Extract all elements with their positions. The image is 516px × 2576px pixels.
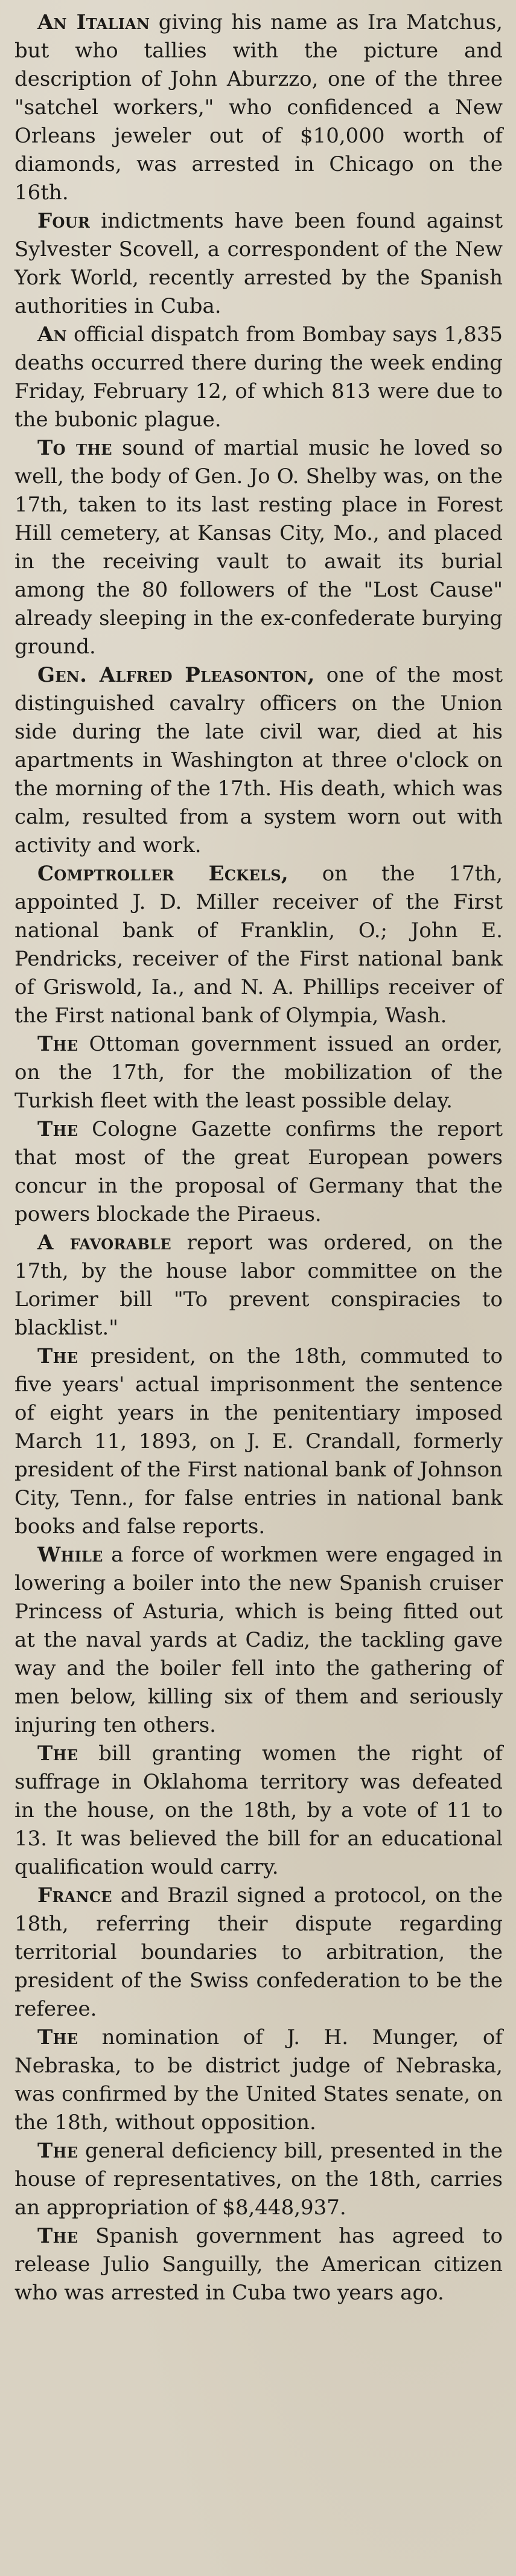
item-text: general deficiency bill, presented in the house of representatives, on the 18th, carries an appropriation of $8,448,937. — [14, 2139, 503, 2220]
news-item-oklahoma-suffrage — [14, 1740, 503, 1882]
news-item-bank-receivers — [14, 860, 503, 1030]
item-text: report was ordered, on the 17th, by the house labor committee on the Lorimer bill "To prevent conspiracies to blacklist." — [14, 1231, 503, 1340]
item-text: Cologne Gazette confirms the report that most of the great European powers concur in the proposal of Germany that the powers blockade the Piraeus. — [14, 1117, 503, 1226]
item-lead: An Italian — [37, 10, 150, 34]
news-item-cadiz-accident — [14, 1541, 503, 1740]
item-lead: Comptroller Eckels, — [37, 862, 288, 886]
item-text: on the 17th, appointed J. D. Miller receiver of the First national bank of Franklin, O.; John E. Pendricks, receiver of the First national bank of Griswold, Ia., and N. A. Phillips receiver of the First national bank of Olympia, Wash. — [14, 862, 503, 1028]
item-text: indictments have been found against Sylvester Scovell, a correspondent of the New York World, recently arrested by the Spanish authorities in Cuba. — [14, 209, 503, 318]
item-lead: An — [37, 322, 67, 347]
item-text: official dispatch from Bombay says 1,835 deaths occurred there during the week ending Friday, February 12, of which 813 were due to the bubonic plague. — [14, 322, 503, 432]
news-item-shelby-burial — [14, 434, 503, 661]
item-lead: The — [37, 2025, 78, 2049]
item-text: sound of martial music he loved so well, the body of Gen. Jo O. Shelby was, on the 17th, taken to its last resting place in Forest Hill cemetery, at Kansas City, Mo., and placed in the receiving vault to await its burial among the 80 followers of the "Lost Cause" already sleeping in the ex-confederate burying ground. — [14, 436, 503, 659]
item-lead: The — [37, 2139, 78, 2163]
news-item-pleasonton-death — [14, 661, 503, 860]
news-item-lorimer-bill — [14, 1229, 503, 1342]
news-item-crandall-commutation — [14, 1342, 503, 1541]
item-text: a force of workmen were engaged in lowering a boiler into the new Spanish cruiser Princess of Asturia, which is being fitted out at the naval yards at Cadiz, the tackling gave way and the boiler fell into the gathering of men below, killing six of them and seriously injuring ten others. — [14, 1543, 503, 1737]
item-text: and Brazil signed a protocol, on the 18th, referring their dispute regarding territorial boundaries to arbitration, the president of the Swiss confederation to be the referee. — [14, 1883, 503, 2021]
news-item-piraeus-blockade — [14, 1115, 503, 1229]
news-item-turkish-fleet — [14, 1030, 503, 1115]
item-text: Ottoman government issued an order, on the 17th, for the mobilization of the Turkish fleet with the least possible delay. — [14, 1032, 503, 1113]
item-text: giving his name as Ira Matchus, but who tallies with the picture and description of John Aburzzo, one of the three "satchel workers," who confidenced a New Orleans jeweler out of $10,000 worth of diamonds, was arrested in Chicago on the 16th. — [14, 10, 503, 205]
item-lead: The — [37, 1032, 78, 1056]
item-lead: The — [37, 1741, 78, 1766]
item-text: president, on the 18th, commuted to five years' actual imprisonment the sentence of eight years in the penitentiary imposed March 11, 1893, on J. E. Crandall, formerly president of the First national bank of Johnson City, Tenn., for false entries in national bank books and false reports. — [14, 1344, 503, 1539]
item-lead: To the — [37, 436, 112, 460]
item-lead: France — [37, 1883, 112, 1908]
item-lead: A favorable — [37, 1231, 171, 1255]
news-item-munger-nomination — [14, 2023, 503, 2137]
news-item-italian-arrest — [14, 8, 503, 207]
item-text: Spanish government has agreed to release Julio Sanguilly, the American citizen who was arrested in Cuba two years ago. — [14, 2224, 503, 2305]
item-lead: The — [37, 2224, 78, 2248]
item-lead: While — [37, 1543, 103, 1567]
item-lead: Four — [37, 209, 91, 233]
news-item-sanguilly-release — [14, 2222, 503, 2307]
news-item-bombay-plague — [14, 321, 503, 434]
item-text: bill granting women the right of suffrage in Oklahoma territory was defeated in the house, on the 18th, by a vote of 11 to 13. It was believed the bill for an educational qualification would carry. — [14, 1741, 503, 1879]
news-item-france-brazil-protocol — [14, 1882, 503, 2023]
item-text: one of the most distinguished cavalry officers on the Union side during the late civil war, died at his apartments in Washington at three o'clock on the morning of the 17th. His death, which was calm, resulted from a system worn out with activity and work. — [14, 663, 503, 857]
item-text: nomination of J. H. Munger, of Nebraska, to be district judge of Nebraska, was confirmed by the United States senate, on the 18th, without opposition. — [14, 2025, 503, 2135]
news-item-scovell-indictments — [14, 207, 503, 321]
item-lead: The — [37, 1117, 78, 1141]
news-item-deficiency-bill — [14, 2137, 503, 2222]
item-lead: Gen. Alfred Pleasonton, — [37, 663, 315, 687]
item-lead: The — [37, 1344, 78, 1368]
